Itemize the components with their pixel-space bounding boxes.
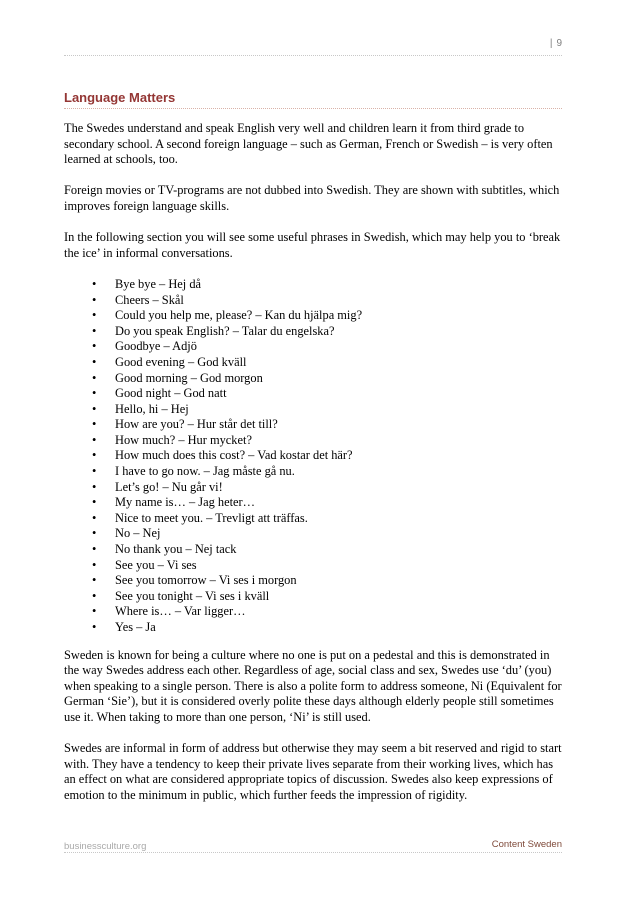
bullet-icon: • <box>92 276 97 291</box>
phrase-text: Good evening – God kväll <box>115 354 247 369</box>
bullet-icon: • <box>92 370 97 385</box>
bullet-icon: • <box>92 354 97 369</box>
page-content <box>64 121 564 819</box>
bullet-icon: • <box>92 464 97 479</box>
section-title: Language Matters <box>64 90 562 109</box>
bullet-icon: • <box>92 495 97 510</box>
phrase-item <box>92 308 564 324</box>
phrase-item <box>92 433 564 449</box>
page-number-value: 9 <box>556 38 562 49</box>
phrases-intro-paragraph: In the following section you will see some useful phrases in Swedish, which may help you to ‘break the ice’ in informal conversations. <box>64 230 561 260</box>
bullet-icon: • <box>92 323 97 338</box>
bullet-icon: • <box>92 542 97 557</box>
phrase-text: How much does this cost? – Vad kostar det här? <box>115 448 353 463</box>
phrase-text: No thank you – Nej tack <box>115 542 237 557</box>
bullet-icon: • <box>92 448 97 463</box>
phrase-item <box>92 464 564 480</box>
phrase-text: How much? – Hur mycket? <box>115 432 252 447</box>
phrase-item <box>92 371 564 387</box>
bullet-icon: • <box>92 526 97 541</box>
phrase-text: Do you speak English? – Talar du engelska? <box>115 323 335 338</box>
bullet-icon: • <box>92 573 97 588</box>
intro-paragraph: The Swedes understand and speak English very well and children learn it from third grade to secondary school. A second foreign language – such as German, French or Swedish – is very often learned at schools, too. <box>64 121 553 167</box>
reserved-paragraph: Swedes are informal in form of address but otherwise they may seem a bit reserved and rigid to start with. They have a tendency to keep their private lives separate from their working lives, which has an effect on what are considered appropriate topics of discussion. Swedes also keep expressions of emotion to the minimum in public, which further feeds the impression of rigidity. <box>64 741 562 802</box>
phrase-text: See you tonight – Vi ses i kväll <box>115 588 270 603</box>
bullet-icon: • <box>92 386 97 401</box>
phrase-item <box>92 495 564 511</box>
phrase-list <box>64 277 564 636</box>
phrase-item <box>92 324 564 340</box>
phrase-item <box>92 402 564 418</box>
phrase-text: Let’s go! – Nu går vi! <box>115 479 223 494</box>
bullet-icon: • <box>92 432 97 447</box>
subtitles-paragraph: Foreign movies or TV-programs are not dubbed into Swedish. They are shown with subtitles, which improves foreign language skills. <box>64 183 560 213</box>
phrase-text: My name is… – Jag heter… <box>115 495 256 510</box>
phrase-text: Hello, hi – Hej <box>115 401 189 416</box>
phrase-item <box>92 417 564 433</box>
phrase-text: Yes – Ja <box>115 620 156 634</box>
phrase-item <box>92 480 564 496</box>
phrase-text: Goodbye – Adjö <box>115 339 197 354</box>
phrase-text: See you – Vi ses <box>115 557 197 572</box>
page-number-divider: | <box>549 38 553 49</box>
phrase-text: Cheers – Skål <box>115 292 184 307</box>
phrase-text: Bye bye – Hej då <box>115 276 202 291</box>
phrase-item <box>92 573 564 589</box>
phrase-text: I have to go now. – Jag måste gå nu. <box>115 464 295 479</box>
phrase-item <box>92 589 564 605</box>
phrase-text: How are you? – Hur står det till? <box>115 417 278 432</box>
phrase-text: Good night – God natt <box>115 386 227 401</box>
bullet-icon: • <box>92 604 97 619</box>
phrase-text: Where is… – Var ligger… <box>115 604 246 619</box>
bullet-icon: • <box>92 557 97 572</box>
address-forms-paragraph: Sweden is known for being a culture where no one is put on a pedestal and this is demonstrated in the way Swedes address each other. Regardless of age, social class and sex, Swedes use ‘du’ (you) when speaking to a single person. There is also a polite form to address someone, Ni (Equivalent for German ‘Sie’), but it is considered overly polite these days although elderly people still sometimes use it. When taking to more than one person, ‘Ni’ is still used. <box>64 647 562 724</box>
bullet-icon: • <box>92 401 97 416</box>
phrase-text: See you tomorrow – Vi ses i morgon <box>115 573 297 588</box>
page-number <box>550 38 562 49</box>
bullet-icon: • <box>92 292 97 307</box>
bullet-icon: • <box>92 620 97 634</box>
phrase-item <box>92 542 564 558</box>
page-footer <box>64 837 562 853</box>
phrase-item <box>92 277 564 293</box>
phrase-item <box>92 526 564 542</box>
phrase-text: No – Nej <box>115 526 161 541</box>
phrase-text: Nice to meet you. – Trevligt att träffas. <box>115 510 308 525</box>
phrase-item <box>92 448 564 464</box>
bullet-icon: • <box>92 417 97 432</box>
phrase-item <box>92 511 564 527</box>
phrase-text: Good morning – God morgon <box>115 370 263 385</box>
bullet-icon: • <box>92 479 97 494</box>
phrase-item <box>92 604 564 620</box>
phrase-text: Could you help me, please? – Kan du hjälpa mig? <box>115 308 363 323</box>
bullet-icon: • <box>92 339 97 354</box>
bullet-icon: • <box>92 510 97 525</box>
bullet-icon: • <box>92 308 97 323</box>
footer-section-name: Content Sweden <box>491 839 562 850</box>
phrase-item <box>92 355 564 371</box>
footer-website: businessculture.org <box>64 841 147 852</box>
phrase-item <box>92 620 564 636</box>
page-header <box>64 37 562 56</box>
phrase-item <box>92 386 564 402</box>
phrase-item <box>92 293 564 309</box>
bullet-icon: • <box>92 588 97 603</box>
phrase-item <box>92 339 564 355</box>
phrase-item <box>92 558 564 574</box>
